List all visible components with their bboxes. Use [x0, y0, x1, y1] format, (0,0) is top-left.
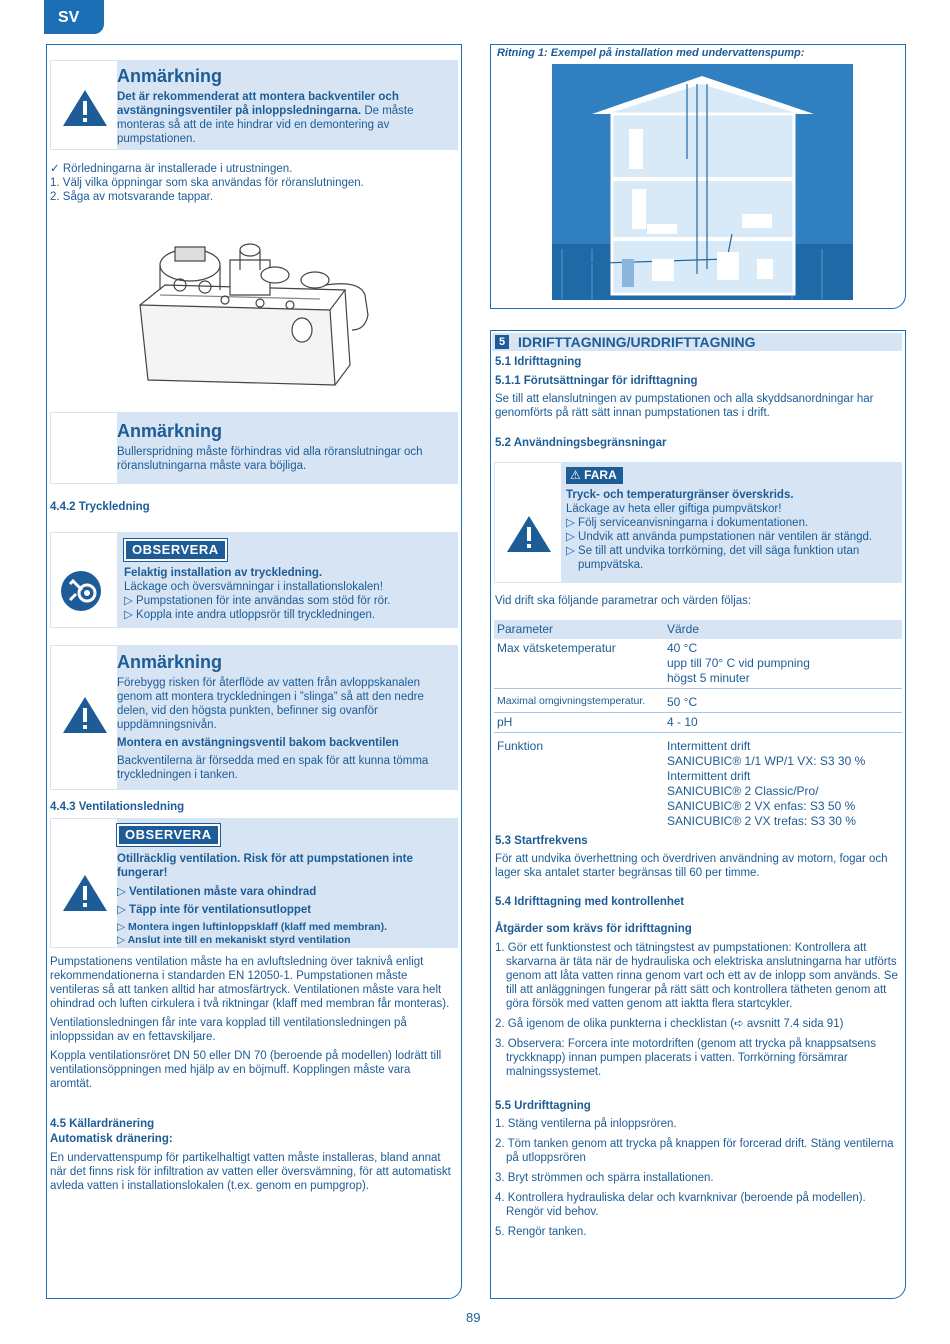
drawing-title: Ritning 1: Exempel på installation med undervattenspump: — [497, 47, 805, 59]
list-item: 3. Observera: Forcera inte motordriften (genom att trycka på knappsatsens tryckknapp) innan pumpen placerats i vatten. Torrkörning försämrar malningssystemet. — [495, 1038, 876, 1079]
cell-line: Intermittent drift — [667, 769, 751, 783]
pump-station-illustration — [120, 235, 390, 410]
fara-label — [566, 467, 623, 484]
page-number: 89 — [466, 1310, 481, 1325]
warning-icon — [62, 695, 108, 735]
fara-label-text: FARA — [584, 468, 617, 482]
checklist-item: ✓ Rörledningarna är installerade i utrustningen. — [50, 163, 293, 175]
note-title: Anmärkning — [117, 66, 223, 86]
observera-bold: Otillräcklig ventilation. Risk för att pumpstationen inte fungerar! — [117, 853, 413, 880]
commissioning-steps — [495, 941, 900, 1085]
observera-line: ▷ Pumpstationen för inte användas som stöd för rör. — [124, 595, 391, 608]
table-row — [494, 713, 902, 733]
tools-gear-icon — [60, 570, 102, 612]
section-heading: 4.4.3 Ventilationsledning — [50, 801, 185, 813]
observera-label: OBSERVERA — [117, 824, 220, 846]
fara-triangle-icon: ⚠ — [570, 468, 585, 482]
table-cell: 4 - 10 — [664, 713, 902, 733]
table-header-row — [494, 620, 902, 639]
list-item: 2. Töm tanken genom att trycka på knappen för forcerad drift. Stäng ventilerna på utloppsrören — [495, 1138, 894, 1165]
observera-ventilation — [50, 818, 458, 948]
observera-line: ▷ Koppla inte andra utloppsrör till tryckledningen. — [124, 609, 376, 622]
paragraph: Se till att elanslutningen av pumpstationen och alla skyddsanordningar har genomförts på rätt sätt innan pumpstationen tas i drift. — [495, 393, 874, 420]
table-cell — [664, 733, 902, 832]
note-text: Förebygg risken för återflöde av vatten från avloppskanalen genom att montera tryckledningen i ”slinga” så att den nedre delen, vid den högsta punkten, befinner sig ovanför uppdämningsnivån. — [117, 676, 424, 731]
checklist-item: 2. Såga av motsvarande tappar. — [50, 191, 214, 204]
note-bold-text: Montera en avstängningsventil bakom backventilen — [117, 736, 399, 749]
observera-bold: Felaktig installation av tryckledning. — [124, 567, 323, 580]
list-item: 1. Gör ett funktionstest och tätningstest av pumpstationen: Kontrollera att skarvarna är täta när de hydrauliska och elektriska anslutningarna har utförts genom att låta vatten rinna genom vart och ett av de inlopp som används. Se till att anläggningen fungerar på rätt sätt och kontrollera tätheten genom att göra försök med vatten genom att iaktta flera startcykler. — [495, 942, 898, 1011]
table-row — [494, 689, 902, 713]
cell-line: upp till 70° C vid pumpning — [667, 656, 810, 670]
table-row — [494, 639, 902, 689]
fara-line: ▷ Följ serviceanvisningarna i dokumentationen. — [566, 517, 809, 530]
observera-label: OBSERVERA — [124, 539, 227, 561]
note-text: Bullerspridning måste förhindras vid alla röranslutningar och röranslutningarna måste vara böjliga. — [117, 445, 423, 472]
warning-icon — [506, 514, 552, 554]
section-title: IDRIFTTAGNING/URDRIFTTAGNING — [518, 334, 756, 350]
table-cell: Funktion — [497, 739, 544, 753]
table-header: Värde — [664, 620, 902, 639]
table-cell — [664, 639, 902, 689]
table-cell: Maximal omgivningstemperatur. — [494, 689, 664, 713]
paragraph: Koppla ventilationsröret DN 50 eller DN 70 (beroende på modellen) lodrätt till ventilationsöppningen med hjälp av en böjmuff. Kopplingen måste vara aromtät. — [50, 1050, 442, 1091]
paragraph: Pumpstationens ventilation måste ha en avluftsledning över taknivå enligt rekommendationerna i standarden EN 12050-1. Pumpstationen måste ventileras så att tanken alltid har atmosfärtryck. Ventilationen måste vara helt ohindrad och luften cirkulera i två riktningar (klaff med membran får monteras). — [50, 956, 450, 1011]
observera-line: ▷ Anslut inte till en mekaniskt styrd ventilation — [117, 934, 351, 947]
parameter-table — [494, 620, 902, 831]
section-subheading: Automatisk dränering: — [50, 1133, 173, 1145]
list-item: 2. Gå igenom de olika punkterna i checklistan (➪ avsnitt 7.4 sida 91) — [495, 1018, 844, 1031]
note-title: Anmärkning — [117, 652, 223, 672]
note-bullerspridning — [50, 412, 458, 484]
note-aterflode — [50, 645, 458, 790]
warning-icon — [62, 88, 108, 128]
section-heading: 5.5 Urdrifttagning — [495, 1100, 591, 1112]
list-item: 4. Kontrollera hydrauliska delar och kvarnknivar (beroende på modellen). Rengör vid behov. — [495, 1192, 866, 1219]
checklist-item: 1. Välj vilka öppningar som ska användas för röranslutningen. — [50, 177, 364, 190]
cell-line: Intermittent drift — [667, 739, 751, 753]
table-intro: Vid drift ska följande parametrar och värden följas: — [495, 595, 752, 607]
section-heading: 5.2 Användningsbegränsningar — [495, 437, 667, 449]
ventilation-text — [50, 955, 455, 1091]
table-header: Parameter — [494, 620, 664, 639]
note-text: Backventilerna är försedda med en spak för att kunna tömma tryckledningen i tanken. — [117, 754, 429, 781]
section-heading: 4.4.2 Tryckledning — [50, 501, 150, 513]
section-5-heading — [492, 333, 902, 351]
section-number: 5 — [495, 335, 509, 349]
installation-drawing — [552, 64, 853, 300]
fara-bold: Tryck- och temperaturgränser överskrids. — [566, 489, 794, 501]
section-heading: 4.5 Källardränering — [50, 1118, 155, 1130]
section-subheading: Åtgärder som krävs för idrifttagning — [495, 923, 692, 935]
fara-line: ▷ Se till att undvika torrkörning, det vill säga funktion utan — [566, 545, 860, 558]
observera-line: Läckage och översvämningar i installationslokalen! — [124, 581, 383, 594]
table-row — [494, 733, 902, 832]
warning-icon — [62, 873, 108, 913]
note-icon-cell — [50, 412, 118, 484]
fara-warning-box — [494, 462, 902, 583]
paragraph: Ventilationsledningen får inte vara kopplad till ventilationsledningen på inloppssidan av en fettavskiljare. — [50, 1017, 407, 1044]
table-cell: Max vätsketemperatur — [494, 639, 664, 689]
section-heading: 5.4 Idrifttagning med kontrollenhet — [495, 896, 685, 908]
fara-line: pumpvätska. — [578, 559, 644, 572]
section-heading: 5.1.1 Förutsättningar för idrifttagning — [495, 375, 698, 387]
note-backventiler — [50, 60, 458, 150]
list-item: 1. Stäng ventilerna på inloppsrören. — [495, 1118, 677, 1130]
language-tab: SV — [44, 0, 104, 34]
observera-line: ▷ Montera ingen luftinloppsklaff (klaff med membran). — [117, 921, 388, 934]
cell-line: högst 5 minuter — [667, 671, 750, 685]
cell-line: SANICUBIC® 2 VX enfas: S3 50 % — [667, 799, 856, 813]
paragraph: För att undvika överhettning och överdriven användning av motorn, fogar och lager ska antalet starter begränsas till 60 per timme. — [495, 853, 888, 880]
note-bold-text: Det är rekommenderat att montera backventiler och avstängningsventiler på inloppsledningarna. — [117, 90, 399, 117]
checklist — [50, 162, 450, 204]
observera-line: ▷ Ventilationen måste vara ohindrad — [117, 886, 317, 899]
fara-line: Läckage av heta eller giftiga pumpvätskor! — [566, 503, 782, 516]
cell-line: SANICUBIC® 2 Classic/Pro/ — [667, 784, 819, 798]
section-heading: 5.1 Idrifttagning — [495, 356, 582, 368]
table-cell: 50 °C — [664, 689, 902, 713]
table-cell: pH — [494, 713, 664, 733]
note-text: De måste monteras så att de inte hindrar vid en demontering av pumpstationen. — [117, 104, 414, 145]
cell-line: 40 °C — [667, 641, 698, 655]
fara-line: ▷ Undvik att använda pumpstationen när ventilen är stängd. — [566, 531, 873, 544]
paragraph: En undervattenspump för partikelhaltigt vatten måste installeras, bland annat när det finns risk för infiltration av vatten eller översvämning, för att automatiskt avleda vatten i installationslokalen (t.ex. genom en pumpgrop). — [50, 1152, 451, 1193]
list-item: 5. Rengör tanken. — [495, 1226, 587, 1239]
decommissioning-steps — [495, 1117, 900, 1245]
note-title: Anmärkning — [117, 421, 223, 441]
list-item: 3. Bryt strömmen och spärra installationen. — [495, 1172, 714, 1185]
observera-tryckledning — [50, 532, 458, 628]
cell-line: SANICUBIC® 1/1 WP/1 VX: S3 30 % — [667, 754, 866, 768]
cell-line: SANICUBIC® 2 VX trefas: S3 30 % — [667, 814, 856, 828]
section-heading: 5.3 Startfrekvens — [495, 835, 588, 847]
observera-line: ▷ Täpp inte för ventilationsutloppet — [117, 904, 312, 917]
